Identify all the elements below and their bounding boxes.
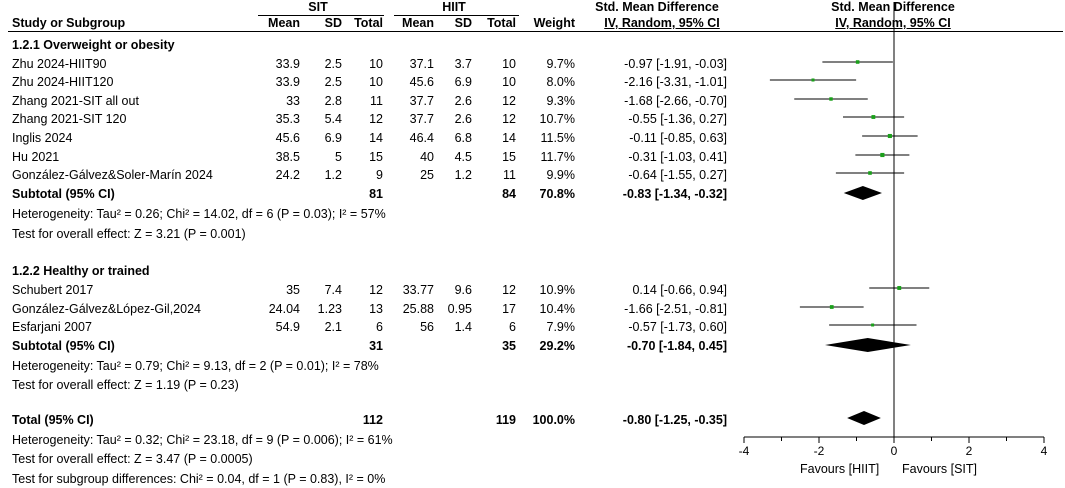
effect-point (880, 153, 884, 157)
study-n1: 11 (370, 94, 383, 108)
study-sd1: 5.4 (324, 112, 342, 126)
study-weight: 10.4% (539, 302, 575, 316)
effect-point (830, 305, 834, 309)
summary-diamond (825, 338, 911, 352)
study-name: Esfarjani 2007 (12, 320, 92, 334)
x-tick-label: -4 (738, 444, 750, 458)
study-weight: 8.0% (546, 75, 575, 89)
study-name: Schubert 2017 (12, 283, 94, 297)
study-name: González-Gálvez&Soler-Marín 2024 (12, 168, 213, 182)
study-name: Zhang 2021-SIT all out (12, 94, 139, 108)
total-n2: 119 (495, 413, 516, 427)
overall-effect-text: Test for overall effect: Z = 3.21 (P = 0.001) (12, 227, 246, 241)
study-weight: 11.7% (540, 150, 575, 164)
study-ci: -0.64 [-1.55, 0.27] (628, 168, 727, 182)
study-sd2: 2.6 (454, 112, 472, 126)
study-ci: -1.66 [-2.51, -0.81] (624, 302, 727, 316)
study-sd2: 2.6 (454, 94, 472, 108)
study-mean2: 33.77 (402, 283, 434, 297)
group-header-sit: SIT (308, 0, 328, 14)
total-n1: 112 (362, 413, 383, 427)
study-sd2: 6.9 (454, 75, 472, 89)
effect-point (871, 115, 875, 119)
study-n1: 12 (369, 112, 383, 126)
study-mean1: 33.9 (275, 75, 300, 89)
study-sd1: 1.2 (324, 168, 342, 182)
study-sd2: 3.7 (454, 57, 472, 71)
study-sd2: 1.4 (454, 320, 472, 334)
plot-method-header: IV, Random, 95% CI (835, 16, 951, 30)
study-n1: 13 (369, 302, 383, 316)
study-sd1: 2.8 (324, 94, 342, 108)
x-tick-label: -2 (813, 444, 825, 458)
study-n2: 10 (502, 75, 516, 89)
study-n1: 9 (376, 168, 383, 182)
summary-diamond (844, 186, 882, 200)
study-mean1: 38.5 (275, 150, 300, 164)
study-weight: 9.9% (546, 168, 575, 182)
study-sd2: 6.8 (454, 131, 472, 145)
effect-point (871, 324, 874, 327)
effect-point (888, 134, 892, 138)
study-mean2: 45.6 (409, 75, 434, 89)
study-n1: 15 (369, 150, 383, 164)
method-header: IV, Random, 95% CI (604, 16, 720, 30)
study-weight: 10.9% (539, 283, 575, 297)
study-mean1: 24.2 (275, 168, 300, 182)
study-mean1: 54.9 (275, 320, 300, 334)
study-ci: -0.31 [-1.03, 0.41] (628, 150, 727, 164)
study-mean2: 40 (420, 150, 434, 164)
study-ci: -1.68 [-2.66, -0.70] (624, 94, 727, 108)
study-n1: 10 (369, 75, 383, 89)
study-ci: -0.11 [-0.85, 0.63] (629, 131, 727, 145)
group-header-hiit: HIIT (442, 0, 466, 14)
effect-point (856, 60, 860, 64)
study-mean1: 33.9 (275, 57, 300, 71)
study-weight: 9.3% (546, 94, 575, 108)
favours-right-label: Favours [SIT] (902, 462, 978, 476)
study-n1: 10 (369, 57, 383, 71)
study-name: Zhang 2021-SIT 120 (12, 112, 127, 126)
subgroup-title: 1.2.2 Healthy or trained (12, 264, 150, 278)
study-header: Study or Subgroup (12, 16, 126, 30)
study-name: Zhu 2024-HIIT120 (12, 75, 114, 89)
study-name: Inglis 2024 (12, 131, 73, 145)
study-weight: 9.7% (546, 57, 575, 71)
effect-point (897, 286, 901, 290)
study-sd2: 9.6 (454, 283, 472, 297)
total1-header: Total (354, 16, 383, 30)
mean1-header: Mean (268, 16, 300, 30)
study-sd2: 1.2 (454, 168, 472, 182)
study-sd2: 4.5 (454, 150, 472, 164)
subgroup-differences-text: Test for subgroup differences: Chi² = 0.04, df = 1 (P = 0.83), I² = 0% (12, 472, 386, 486)
study-sd1: 2.1 (324, 320, 342, 334)
study-weight: 11.5% (540, 131, 575, 145)
study-sd1: 2.5 (324, 75, 342, 89)
study-sd1: 1.23 (317, 302, 342, 316)
subtotal-label: Subtotal (95% CI) (12, 339, 115, 353)
study-mean1: 35 (286, 283, 300, 297)
study-mean2: 25.88 (402, 302, 434, 316)
total-ci: -0.80 [-1.25, -0.35] (622, 413, 727, 427)
study-n2: 12 (502, 283, 516, 297)
study-mean2: 46.4 (409, 131, 434, 145)
study-weight: 7.9% (546, 320, 575, 334)
study-n1: 6 (376, 320, 383, 334)
x-tick-label: 2 (965, 444, 973, 458)
summary-diamond (847, 411, 881, 425)
subtotal-label: Subtotal (95% CI) (12, 187, 115, 201)
total-weight: 100.0% (532, 413, 575, 427)
subtotal-weight: 70.8% (539, 187, 575, 201)
study-n2: 12 (502, 94, 516, 108)
subtotal-n1: 81 (369, 187, 383, 201)
subtotal-weight: 29.2% (539, 339, 575, 353)
study-sd1: 6.9 (324, 131, 342, 145)
sd2-header: SD (454, 16, 472, 30)
study-ci: 0.14 [-0.66, 0.94] (632, 283, 727, 297)
study-n2: 14 (502, 131, 516, 145)
subtotal-n1: 31 (369, 339, 383, 353)
mean2-header: Mean (402, 16, 434, 30)
effect-point (829, 97, 832, 100)
study-ci: -2.16 [-3.31, -1.01] (624, 75, 727, 89)
effect-point (868, 171, 872, 175)
study-sd1: 5 (335, 150, 342, 164)
study-ci: -0.97 [-1.91, -0.03] (624, 57, 727, 71)
study-n1: 14 (369, 131, 383, 145)
study-n2: 12 (502, 112, 516, 126)
effect-point (811, 78, 814, 81)
heterogeneity-text: Heterogeneity: Tau² = 0.26; Chi² = 14.02, df = 6 (P = 0.03); I² = 57% (12, 207, 386, 221)
study-weight: 10.7% (539, 112, 575, 126)
study-sd1: 7.4 (324, 283, 342, 297)
study-mean1: 24.04 (268, 302, 300, 316)
study-n2: 6 (509, 320, 516, 334)
subtotal-ci: -0.83 [-1.34, -0.32] (622, 187, 727, 201)
favours-left-label: Favours [HIIT] (800, 462, 880, 476)
plot-title: Std. Mean Difference (831, 0, 955, 14)
total-label: Total (95% CI) (12, 413, 94, 427)
study-n2: 11 (503, 168, 516, 182)
total-overall-effect-text: Test for overall effect: Z = 3.47 (P = 0.0005) (12, 452, 253, 466)
study-mean1: 45.6 (275, 131, 300, 145)
study-ci: -0.57 [-1.73, 0.60] (628, 320, 727, 334)
study-mean2: 37.7 (409, 112, 434, 126)
study-mean1: 33 (286, 94, 300, 108)
sd1-header: SD (324, 16, 342, 30)
subtotal-n2: 84 (502, 187, 516, 201)
overall-effect-text: Test for overall effect: Z = 1.19 (P = 0.23) (12, 378, 239, 392)
study-name: Zhu 2024-HIIT90 (12, 57, 107, 71)
heterogeneity-text: Heterogeneity: Tau² = 0.79; Chi² = 9.13, df = 2 (P = 0.01); I² = 78% (12, 359, 379, 373)
study-sd1: 2.5 (324, 57, 342, 71)
x-tick-label: 0 (890, 444, 898, 458)
study-n2: 15 (502, 150, 516, 164)
weight-header: Weight (533, 16, 575, 30)
subtotal-n2: 35 (502, 339, 516, 353)
study-n2: 10 (502, 57, 516, 71)
study-n1: 12 (369, 283, 383, 297)
total-heterogeneity-text: Heterogeneity: Tau² = 0.32; Chi² = 23.18, df = 9 (P = 0.006); I² = 61% (12, 433, 393, 447)
study-n2: 17 (502, 302, 516, 316)
study-name: González-Gálvez&López-Gil,2024 (12, 302, 201, 316)
subgroup-title: 1.2.1 Overweight or obesity (12, 38, 175, 52)
subtotal-ci: -0.70 [-1.84, 0.45] (626, 339, 727, 353)
study-mean1: 35.3 (275, 112, 300, 126)
x-tick-label: 4 (1040, 444, 1048, 458)
study-mean2: 37.1 (409, 57, 434, 71)
study-mean2: 37.7 (409, 94, 434, 108)
study-mean2: 56 (420, 320, 434, 334)
study-name: Hu 2021 (12, 150, 60, 164)
smd-column-title: Std. Mean Difference (595, 0, 719, 14)
study-mean2: 25 (420, 168, 434, 182)
study-ci: -0.55 [-1.36, 0.27] (628, 112, 727, 126)
total2-header: Total (487, 16, 516, 30)
study-sd2: 0.95 (447, 302, 472, 316)
